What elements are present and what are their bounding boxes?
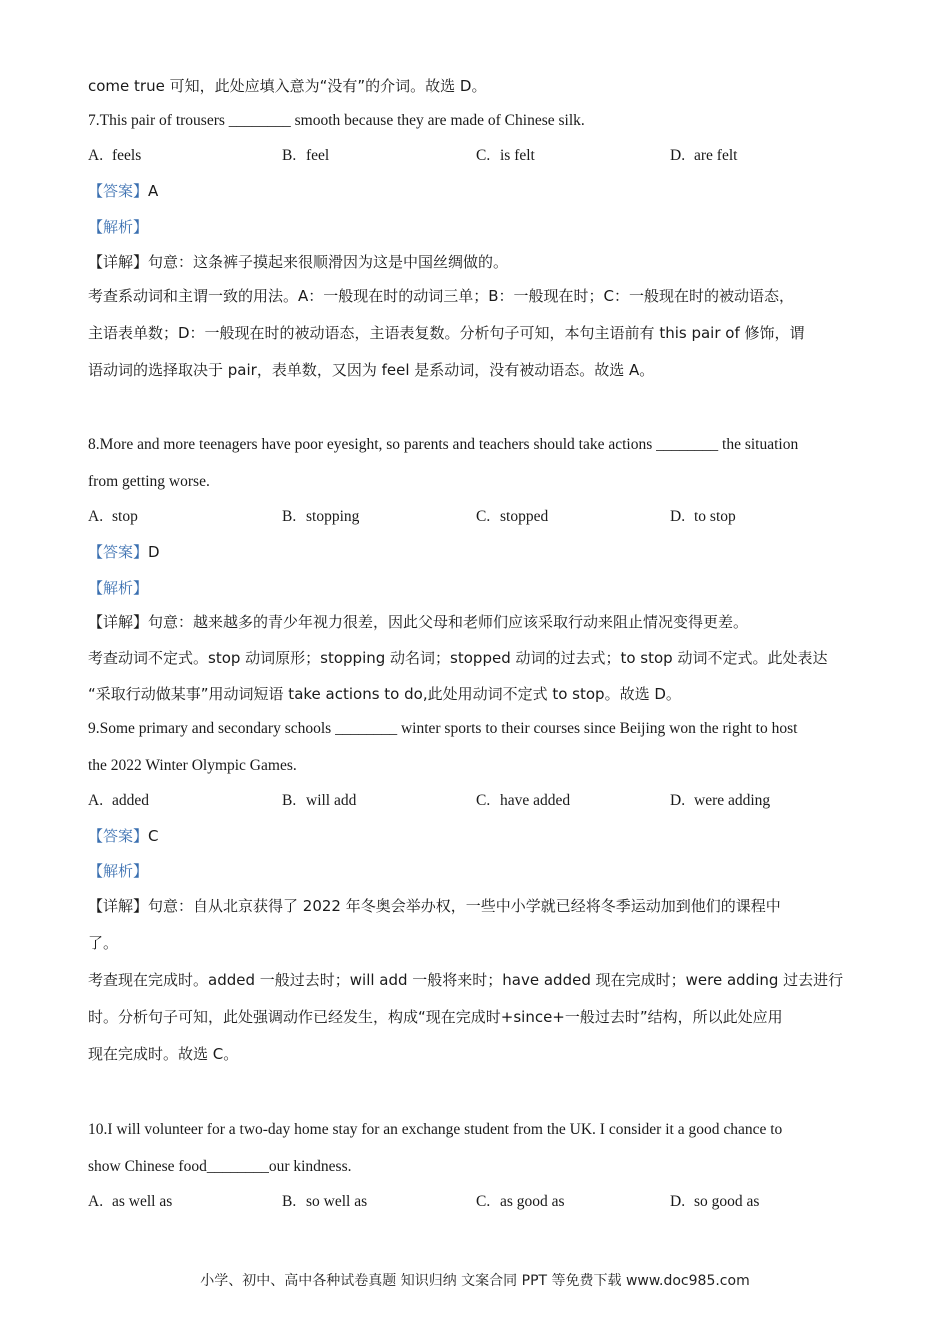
- q8-answer: 【答案】D: [88, 543, 160, 561]
- q7-explanation-2: 主语表单数；D：一般现在时的被动语态，主语表复数。分析句子可知，本句主语前有 this pair of 修饰，谓: [88, 324, 805, 342]
- q7-answer: 【答案】A: [88, 182, 159, 200]
- q7-explanation-3: 语动词的选择取决于 pair，表单数，又因为 feel 是系动词，没有被动语态。故选 A。: [88, 361, 655, 379]
- q8-option-a: A. stop: [88, 508, 138, 525]
- question-9-line-2: the 2022 Winter Olympic Games.: [88, 757, 297, 774]
- q7-option-a: A. feels: [88, 147, 142, 164]
- q9-option-c: C. have added: [476, 792, 571, 809]
- q7-option-c: C. is felt: [476, 147, 535, 164]
- q7-explanation-1: 考查系动词和主谓一致的用法。A：一般现在时的动词三单；B：一般现在时；C：一般现在时的被动语态，: [88, 287, 795, 305]
- q8-explanation-1: 考查动词不定式。stop 动词原形；stopping 动名词；stopped 动词的过去式；to stop 动词不定式。此处表达: [88, 649, 828, 667]
- q9-detail: 【详解】句意：自从北京获得了 2022 年冬奥会举办权，一些中小学就已经将冬季运动加到他们的课程中: [88, 897, 781, 915]
- q9-option-d: D. were adding: [670, 792, 771, 809]
- q9-answer: 【答案】C: [88, 827, 159, 845]
- q9-explanation-2: 时。分析句子可知，此处强调动作已经发生，构成“现在完成时+since+一般过去时”结构，所以此处应用: [88, 1008, 783, 1026]
- q8-explanation-2: “采取行动做某事”用动词短语 take actions to do,此处用动词不定式 to stop。故选 D。: [88, 685, 681, 703]
- q10-option-c: C. as good as: [476, 1193, 565, 1210]
- q8-option-c: C. stopped: [476, 508, 549, 525]
- question-8-line-2: from getting worse.: [88, 473, 210, 490]
- q9-analysis-label: 【解析】: [88, 862, 149, 880]
- question-7: 7.This pair of trousers ________ smooth because they are made of Chinese silk.: [88, 112, 585, 129]
- q8-analysis-label: 【解析】: [88, 579, 149, 597]
- q10-option-a: A. as well as: [88, 1193, 173, 1210]
- question-9-line-1: 9.Some primary and secondary schools ________ winter sports to their courses since Beijing won the right to host: [88, 720, 798, 737]
- text-line: come true 可知，此处应填入意为“没有”的介词。故选 D。: [88, 77, 487, 95]
- q8-detail: 【详解】句意：越来越多的青少年视力很差，因此父母和老师们应该采取行动来阻止情况变得更差。: [88, 613, 749, 631]
- q7-option-d: D. are felt: [670, 147, 738, 164]
- q9-detail-cont: 了。: [88, 934, 119, 952]
- q7-detail: 【详解】句意：这条裤子摸起来很顺滑因为这是中国丝绸做的。: [88, 253, 509, 271]
- page-footer: 小学、初中、高中各种试卷真题 知识归纳 文案合同 PPT 等免费下载 www.doc985.com: [200, 1273, 750, 1289]
- q10-option-b: B. so well as: [282, 1193, 368, 1210]
- q7-option-b: B. feel: [282, 147, 330, 164]
- q9-explanation-1: 考查现在完成时。added 一般过去时；will add 一般将来时；have added 现在完成时；were adding 过去进行: [88, 971, 844, 989]
- q9-explanation-3: 现在完成时。故选 C。: [88, 1045, 239, 1063]
- q7-analysis-label: 【解析】: [88, 218, 149, 236]
- q9-option-a: A. added: [88, 792, 150, 809]
- question-10-line-1: 10.I will volunteer for a two-day home stay for an exchange student from the UK. I consider it a good chance to: [88, 1121, 783, 1138]
- q8-option-d: D. to stop: [670, 508, 736, 525]
- q10-option-d: D. so good as: [670, 1193, 760, 1210]
- q9-option-b: B. will add: [282, 792, 357, 809]
- question-10-line-2: show Chinese food________our kindness.: [88, 1158, 352, 1175]
- question-8-line-1: 8.More and more teenagers have poor eyesight, so parents and teachers should take actions ________ the situation: [88, 436, 799, 453]
- q8-option-b: B. stopping: [282, 508, 360, 525]
